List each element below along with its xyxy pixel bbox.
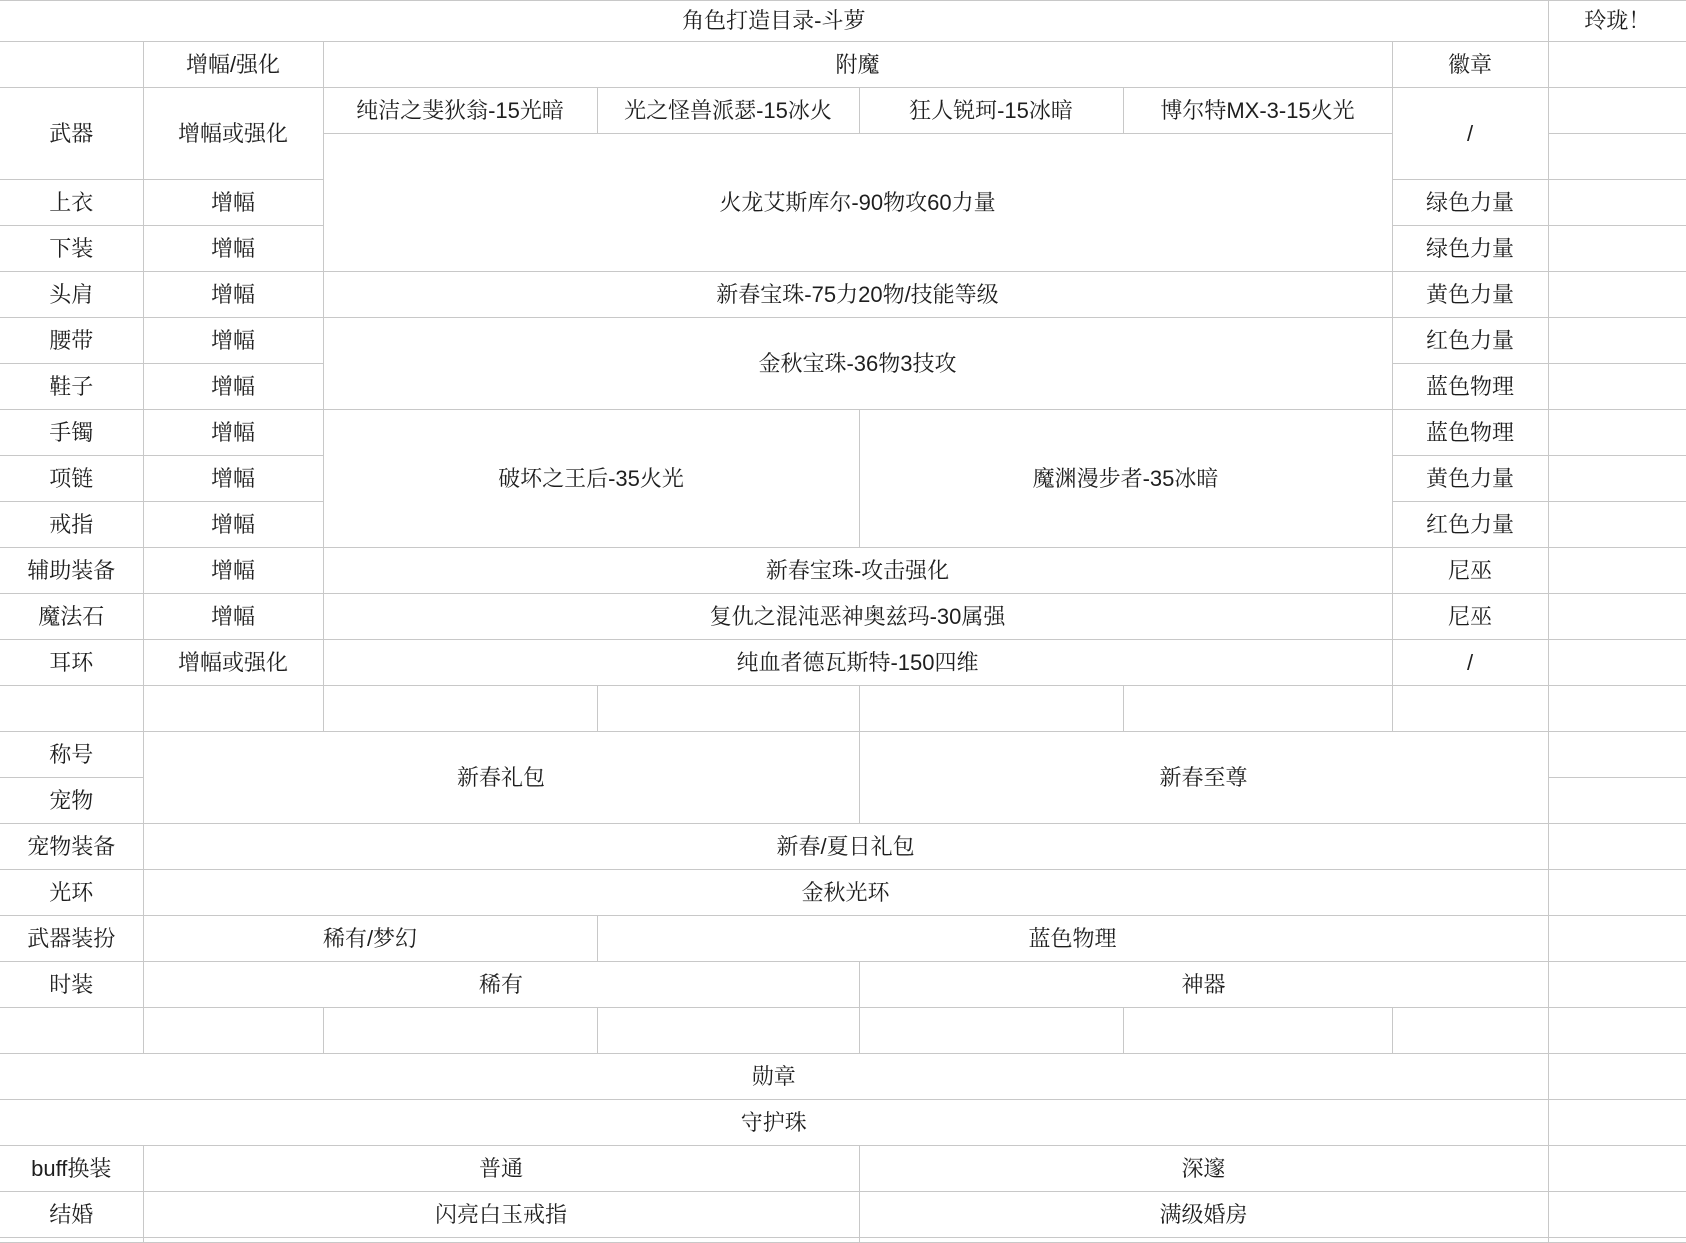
weapon-avatar-right-cell[interactable]: 蓝色物理 — [597, 916, 1548, 962]
empty-cell[interactable] — [323, 1008, 597, 1054]
slot-cell[interactable]: 项链 — [0, 456, 143, 502]
header-upgrade[interactable]: 增幅/强化 — [143, 42, 323, 88]
empty-cell[interactable] — [1548, 134, 1686, 180]
gear-row — [0, 318, 1686, 364]
empty-cell[interactable] — [1548, 456, 1686, 502]
title-pet-left-cell[interactable]: 新春礼包 — [143, 732, 859, 824]
weapon-avatar-left-cell[interactable]: 稀有/梦幻 — [143, 916, 597, 962]
empty-cell[interactable] — [1392, 1008, 1548, 1054]
avatar-left-cell[interactable]: 稀有 — [143, 962, 859, 1008]
enchant-cell-support[interactable]: 新春宝珠-攻击强化 — [323, 548, 1392, 594]
emblem-cell[interactable]: 黄色力量 — [1392, 456, 1548, 502]
upgrade-cell-weapon[interactable]: 增幅或强化 — [143, 88, 323, 180]
header-emblem[interactable]: 徽章 — [1392, 42, 1548, 88]
weapon-row — [0, 88, 1686, 134]
emblem-cell[interactable]: 蓝色物理 — [1392, 364, 1548, 410]
empty-cell[interactable] — [1548, 640, 1686, 686]
sheet-title[interactable]: 角色打造目录-斗萝 — [0, 1, 1548, 42]
upgrade-cell[interactable]: 增幅 — [143, 594, 323, 640]
empty-cell[interactable] — [1548, 502, 1686, 548]
slot-cell[interactable]: 宠物 — [0, 778, 143, 824]
slot-cell[interactable]: 武器装扮 — [0, 916, 143, 962]
empty-cell[interactable] — [597, 1008, 859, 1054]
enchant-cell-weapon-2[interactable]: 光之怪兽派瑟-15冰火 — [597, 88, 859, 134]
slot-cell[interactable]: 辅助装备 — [0, 548, 143, 594]
empty-cell[interactable] — [1548, 1100, 1686, 1146]
slot-cell[interactable]: 称号 — [0, 732, 143, 778]
guard-bead-cell[interactable]: 守护珠 — [0, 1100, 1548, 1146]
slot-cell[interactable]: 魔法石 — [0, 594, 143, 640]
slot-cell[interactable]: 上衣 — [0, 180, 143, 226]
empty-cell[interactable] — [597, 686, 859, 732]
slot-cell[interactable]: 光环 — [0, 870, 143, 916]
empty-cell[interactable] — [1548, 318, 1686, 364]
upgrade-cell[interactable]: 增幅 — [143, 226, 323, 272]
empty-cell[interactable] — [1548, 916, 1686, 962]
extras-row — [0, 870, 1686, 916]
enchant-cell-weapon-4[interactable]: 博尔特MX-3-15火光 — [1123, 88, 1392, 134]
slot-cell[interactable]: 戒指 — [0, 502, 143, 548]
extras-row — [0, 732, 1686, 778]
empty-cell[interactable] — [323, 686, 597, 732]
empty-cell[interactable] — [1548, 1054, 1686, 1100]
enchant-cell-weapon-3[interactable]: 狂人锐珂-15冰暗 — [859, 88, 1123, 134]
emblem-cell[interactable]: 红色力量 — [1392, 502, 1548, 548]
empty-cell[interactable] — [1548, 1146, 1686, 1192]
enchant-cell-accessory-left[interactable]: 破坏之王后-35火光 — [323, 410, 859, 548]
extras-row — [0, 962, 1686, 1008]
empty-cell[interactable] — [1123, 1008, 1392, 1054]
empty-row — [0, 686, 1686, 732]
enchant-cell-weapon-1[interactable]: 纯洁之斐狄翁-15光暗 — [323, 88, 597, 134]
marriage-right-cell[interactable]: 满级婚房 — [859, 1192, 1548, 1238]
gear-row — [0, 594, 1686, 640]
upgrade-cell[interactable]: 增幅 — [143, 548, 323, 594]
note-cell[interactable]: 玲珑！ — [1548, 1, 1686, 42]
enchant-cell-weapon-top-bottom[interactable]: 火龙艾斯库尔-90物攻60力量 — [323, 134, 1392, 272]
slot-cell[interactable]: 腰带 — [0, 318, 143, 364]
upgrade-cell[interactable]: 增幅 — [143, 456, 323, 502]
misc-row — [0, 1054, 1686, 1100]
empty-cell[interactable] — [1548, 548, 1686, 594]
marriage-left-cell[interactable]: 闪亮白玉戒指 — [143, 1192, 859, 1238]
emblem-cell[interactable]: 绿色力量 — [1392, 226, 1548, 272]
empty-cell[interactable] — [859, 1008, 1123, 1054]
empty-cell[interactable] — [0, 1008, 143, 1054]
slot-cell[interactable]: 下装 — [0, 226, 143, 272]
empty-cell[interactable] — [0, 686, 143, 732]
emblem-cell[interactable]: / — [1392, 640, 1548, 686]
slot-cell[interactable]: 手镯 — [0, 410, 143, 456]
slot-cell[interactable]: 头肩 — [0, 272, 143, 318]
enchant-cell-earring[interactable]: 纯血者德瓦斯特-150四维 — [323, 640, 1392, 686]
emblem-cell-weapon[interactable]: / — [1392, 88, 1548, 180]
upgrade-cell[interactable]: 增幅或强化 — [143, 640, 323, 686]
upgrade-cell[interactable]: 增幅 — [143, 502, 323, 548]
upgrade-cell[interactable]: 增幅 — [143, 318, 323, 364]
title-row — [0, 1, 1686, 42]
empty-cell[interactable] — [859, 686, 1123, 732]
empty-cell[interactable] — [143, 686, 323, 732]
buff-swap-left-cell[interactable]: 普通 — [143, 1146, 859, 1192]
emblem-cell[interactable]: 绿色力量 — [1392, 180, 1548, 226]
misc-row — [0, 1146, 1686, 1192]
empty-cell[interactable] — [1548, 594, 1686, 640]
empty-cell[interactable] — [1548, 42, 1686, 88]
empty-cell[interactable] — [0, 42, 143, 88]
title-pet-right-cell[interactable]: 新春至尊 — [859, 732, 1548, 824]
emblem-cell[interactable]: 黄色力量 — [1392, 272, 1548, 318]
aura-cell[interactable]: 金秋光环 — [143, 870, 1548, 916]
empty-row — [0, 1008, 1686, 1054]
pet-equip-cell[interactable]: 新春/夏日礼包 — [143, 824, 1548, 870]
empty-cell[interactable] — [1548, 824, 1686, 870]
emblem-cell[interactable]: 尼巫 — [1392, 548, 1548, 594]
slot-cell[interactable]: 鞋子 — [0, 364, 143, 410]
empty-cell[interactable] — [1548, 410, 1686, 456]
upgrade-cell[interactable]: 增幅 — [143, 364, 323, 410]
empty-cell[interactable] — [1548, 226, 1686, 272]
header-row — [0, 42, 1686, 88]
emblem-cell[interactable]: 尼巫 — [1392, 594, 1548, 640]
empty-cell[interactable] — [1548, 686, 1686, 732]
empty-cell[interactable] — [1548, 732, 1686, 778]
upgrade-cell[interactable]: 增幅 — [143, 272, 323, 318]
enchant-cell-belt-shoes[interactable]: 金秋宝珠-36物3技攻 — [323, 318, 1392, 410]
upgrade-cell[interactable]: 增幅 — [143, 180, 323, 226]
buff-swap-right-cell[interactable]: 深邃 — [859, 1146, 1548, 1192]
gear-row — [0, 272, 1686, 318]
empty-cell[interactable] — [143, 1008, 323, 1054]
extras-row — [0, 916, 1686, 962]
misc-row — [0, 1192, 1686, 1238]
enchant-cell-accessory-right[interactable]: 魔渊漫步者-35冰暗 — [859, 410, 1392, 548]
misc-row — [0, 1100, 1686, 1146]
empty-cell[interactable] — [1548, 778, 1686, 824]
empty-cell[interactable] — [1392, 686, 1548, 732]
empty-cell[interactable] — [1123, 686, 1392, 732]
medal-cell[interactable]: 勋章 — [0, 1054, 1548, 1100]
slot-cell[interactable]: 时装 — [0, 962, 143, 1008]
empty-cell[interactable] — [1548, 272, 1686, 318]
avatar-right-cell[interactable]: 神器 — [859, 962, 1548, 1008]
extras-row — [0, 824, 1686, 870]
enchant-cell-shoulder[interactable]: 新春宝珠-75力20物/技能等级 — [323, 272, 1392, 318]
empty-cell[interactable] — [1548, 1192, 1686, 1238]
empty-cell[interactable] — [1548, 1008, 1686, 1054]
empty-cell[interactable] — [1548, 364, 1686, 410]
emblem-cell[interactable]: 红色力量 — [1392, 318, 1548, 364]
header-enchant[interactable]: 附魔 — [323, 42, 1392, 88]
slot-cell-weapon[interactable]: 武器 — [0, 88, 143, 180]
empty-cell[interactable] — [1548, 962, 1686, 1008]
gear-row — [0, 410, 1686, 456]
slot-cell[interactable]: 宠物装备 — [0, 824, 143, 870]
gear-row — [0, 548, 1686, 594]
gear-row — [0, 640, 1686, 686]
empty-cell[interactable] — [1548, 88, 1686, 134]
upgrade-cell[interactable]: 增幅 — [143, 410, 323, 456]
emblem-cell[interactable]: 蓝色物理 — [1392, 410, 1548, 456]
slot-cell[interactable]: 耳环 — [0, 640, 143, 686]
empty-cell[interactable] — [1548, 180, 1686, 226]
slot-cell[interactable]: 结婚 — [0, 1192, 143, 1238]
empty-cell[interactable] — [1548, 870, 1686, 916]
enchant-cell-magic-stone[interactable]: 复仇之混沌恶神奥兹玛-30属强 — [323, 594, 1392, 640]
slot-cell[interactable]: buff换装 — [0, 1146, 143, 1192]
